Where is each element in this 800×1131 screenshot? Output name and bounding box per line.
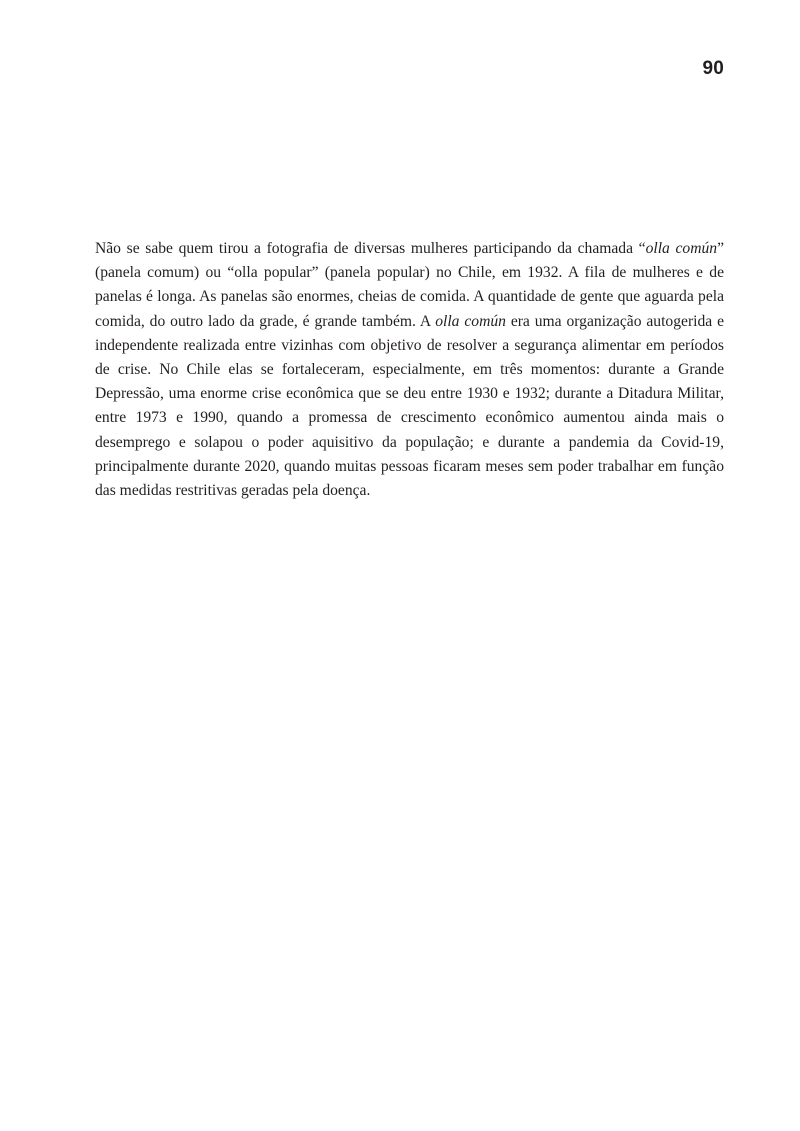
photo-caption-paragraph xyxy=(95,237,724,503)
caption-text-1: Não se sabe quem tirou a fotografia de diversas mulheres participando da chamada “ xyxy=(95,240,646,257)
caption-italic-term-1: olla común xyxy=(645,240,718,257)
caption-text-3: era uma organização autogerida e independente realizada entre vizinhas com objetivo de resolver a segurança alimentar em períodos de crise. No Chile elas se fortaleceram, especialmente, em três momentos: durante a Grande Depressão, uma enorme crise econômica que se deu entre 1930 e 1932; durante a Ditadura Militar, entre 1973 e 1990, quando a promessa de crescimento econômico aumentou ainda mais o desemprego e solapou o poder aquisitivo da população; e durante a pandemia da Covid-19, principalmente durante 2020, quando muitas pessoas ficaram meses sem poder trabalhar em função das medidas restritivas geradas pela doença. xyxy=(95,312,724,500)
page-number: 90 xyxy=(702,58,724,79)
caption-text-2: ” (panela comum) ou “olla popular” (panela popular) no Chile, em 1932. A fila de mulheres e de panelas é longa. As panelas são enormes, cheias de comida. A quantidade de gente que aguarda pela comida, do outro lado da grade, é grande também. A xyxy=(95,240,724,330)
caption-italic-term-2: olla común xyxy=(435,312,506,330)
